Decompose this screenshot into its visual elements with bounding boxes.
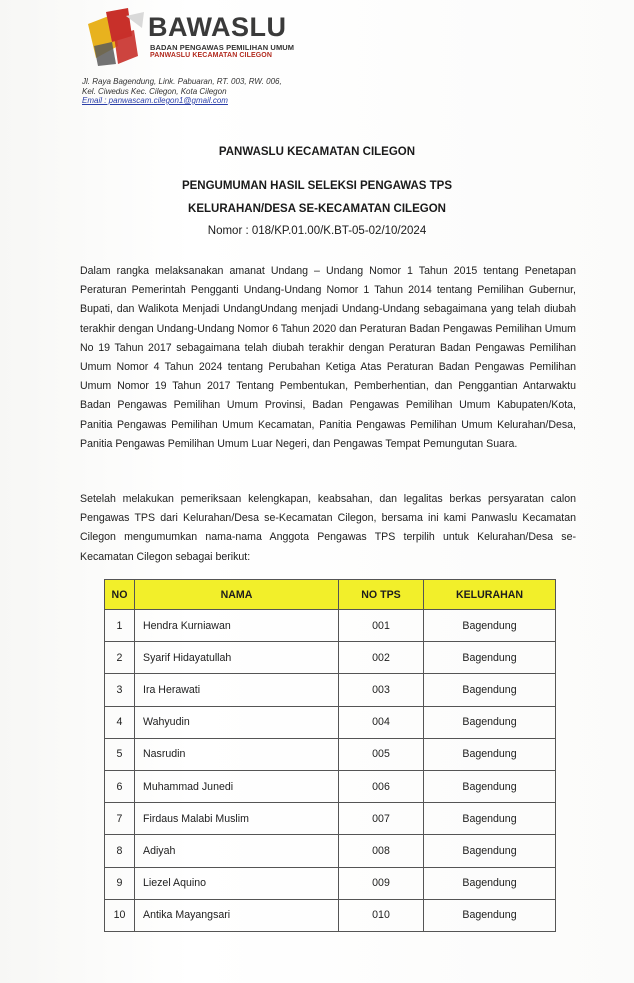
table-row [105, 899, 556, 931]
letterhead [82, 6, 342, 68]
address-line: Kel. Ciwedus Kec. Cilegon, Kota Cilegon [82, 86, 227, 96]
results-table [104, 579, 556, 932]
kelurahan-cell: Bagendung [424, 706, 556, 738]
address-line: Jl. Raya Bagendung, Link. Pabuaran, RT. 003, RW. 006, [82, 77, 282, 86]
kelurahan-cell: Bagendung [424, 867, 556, 899]
column-header: NAMA [135, 580, 339, 610]
row-number-cell: 2 [105, 642, 135, 674]
tps-number-cell: 007 [339, 803, 424, 835]
tps-number-cell: 001 [339, 610, 424, 642]
body-paragraph: Dalam rangka melaksanakan amanat Undang – Undang Nomor 1 Tahun 2015 tentang Penetapan Peraturan Pemerintah Pengganti Undang-Undang Nomor 1 Tahun 2014 tentang Pemilihan Gubernur, Bupati, dan Walikota Menjadi UndangUndang menjadi Undang-Undang sebagaimana yang telah diubah terakhir dengan Undang-Undang Nomor 6 Tahun 2020 dan Peraturan Badan Pengawas Pemilihan Umum No 19 Tahun 2017 sebagaimana telah diubah terakhir dengan Peraturan Badan Pengawas Pemilihan Umum Nomor 4 Tahun 2024 tentang Perubahan Ketiga Atas Peraturan Badan Pengawas Pemilihan Umum Nomor 19 Tahun 2017 Tentang Pembentukan, Pemberhentian, dan Penggantian Antarwaktu Badan Pengawas Pemilihan Umum Provinsi, Badan Pengawas Pemilihan Umum Kabupaten/Kota, Panitia Pengawas Pemilihan Umum Kecamatan, Panitia Pengawas Pemilihan Umum Kelurahan/Desa, Panitia Pengawas Pemilihan Umum Luar Negeri, dan Pengawas Tempat Pemungutan Suara. [80, 265, 576, 450]
kelurahan-cell: Bagendung [424, 835, 556, 867]
body-paragraph: Setelah melakukan pemeriksaan kelengkapan, keabsahan, dan legalitas berkas persyaratan calon Pengawas TPS dari Kelurahan/Desa se-Kecamatan Cilegon, bersama ini kami Panwaslu Kecamatan Cilegon mengumumkan nama-nama Anggota Pengawas TPS terpilih untuk Kelurahan/Desa se-Kecamatan Cilegon sebagai berikut: [80, 493, 576, 563]
row-number-cell: 3 [105, 674, 135, 706]
tps-number-cell: 006 [339, 770, 424, 802]
pengawas-name-cell: Muhammad Junedi [135, 770, 339, 802]
pengawas-name-cell: Wahyudin [135, 706, 339, 738]
row-number-cell: 6 [105, 770, 135, 802]
table-row [105, 610, 556, 642]
announcement-subtitle: KELURAHAN/DESA SE-KECAMATAN CILEGON [188, 203, 446, 215]
pengawas-name-cell: Ira Herawati [135, 674, 339, 706]
row-number-cell: 5 [105, 738, 135, 770]
announcement-title: PENGUMUMAN HASIL SELEKSI PENGAWAS TPS [181, 180, 453, 192]
table-row [105, 867, 556, 899]
row-number-cell: 9 [105, 867, 135, 899]
document-number: Nomor : 018/KP.01.00/K.BT-05-02/10/2024 [207, 225, 427, 237]
tps-number-cell: 003 [339, 674, 424, 706]
address-block [82, 77, 282, 106]
table-row [105, 674, 556, 706]
column-header: NO TPS [339, 580, 424, 610]
brand-name: BAWASLU [148, 12, 287, 42]
brand-subtitle: BADAN PENGAWAS PEMILIHAN UMUM [150, 43, 295, 52]
tps-number-cell: 010 [339, 899, 424, 931]
email-link[interactable]: Email : panwascam.cilegon1@gmail.com [82, 96, 228, 105]
pengawas-name-cell: Liezel Aquino [135, 867, 339, 899]
kelurahan-cell: Bagendung [424, 738, 556, 770]
kelurahan-cell: Bagendung [424, 899, 556, 931]
pengawas-name-cell: Syarif Hidayatullah [135, 642, 339, 674]
pengawas-name-cell: Hendra Kurniawan [135, 610, 339, 642]
column-header: KELURAHAN [424, 580, 556, 610]
table-header-row [105, 580, 556, 610]
kelurahan-cell: Bagendung [424, 770, 556, 802]
kelurahan-cell: Bagendung [424, 610, 556, 642]
pengawas-name-cell: Firdaus Malabi Muslim [135, 803, 339, 835]
kelurahan-cell: Bagendung [424, 642, 556, 674]
table-row [105, 835, 556, 867]
row-number-cell: 1 [105, 610, 135, 642]
kelurahan-cell: Bagendung [424, 674, 556, 706]
row-number-cell: 10 [105, 899, 135, 931]
bawaslu-logo-icon [82, 6, 148, 68]
kelurahan-cell: Bagendung [424, 803, 556, 835]
row-number-cell: 4 [105, 706, 135, 738]
brand-unit: PANWASLU KECAMATAN CILEGON [150, 52, 272, 59]
tps-number-cell: 005 [339, 738, 424, 770]
tps-number-cell: 002 [339, 642, 424, 674]
row-number-cell: 8 [105, 835, 135, 867]
row-number-cell: 7 [105, 803, 135, 835]
tps-number-cell: 008 [339, 835, 424, 867]
table-row [105, 803, 556, 835]
tps-number-cell: 004 [339, 706, 424, 738]
org-heading: PANWASLU KECAMATAN CILEGON [218, 146, 416, 158]
tps-number-cell: 009 [339, 867, 424, 899]
pengawas-name-cell: Adiyah [135, 835, 339, 867]
pengawas-name-cell: Nasrudin [135, 738, 339, 770]
table-row [105, 770, 556, 802]
pengawas-name-cell: Antika Mayangsari [135, 899, 339, 931]
table-row [105, 706, 556, 738]
table-row [105, 738, 556, 770]
table-row [105, 642, 556, 674]
column-header: NO [105, 580, 135, 610]
